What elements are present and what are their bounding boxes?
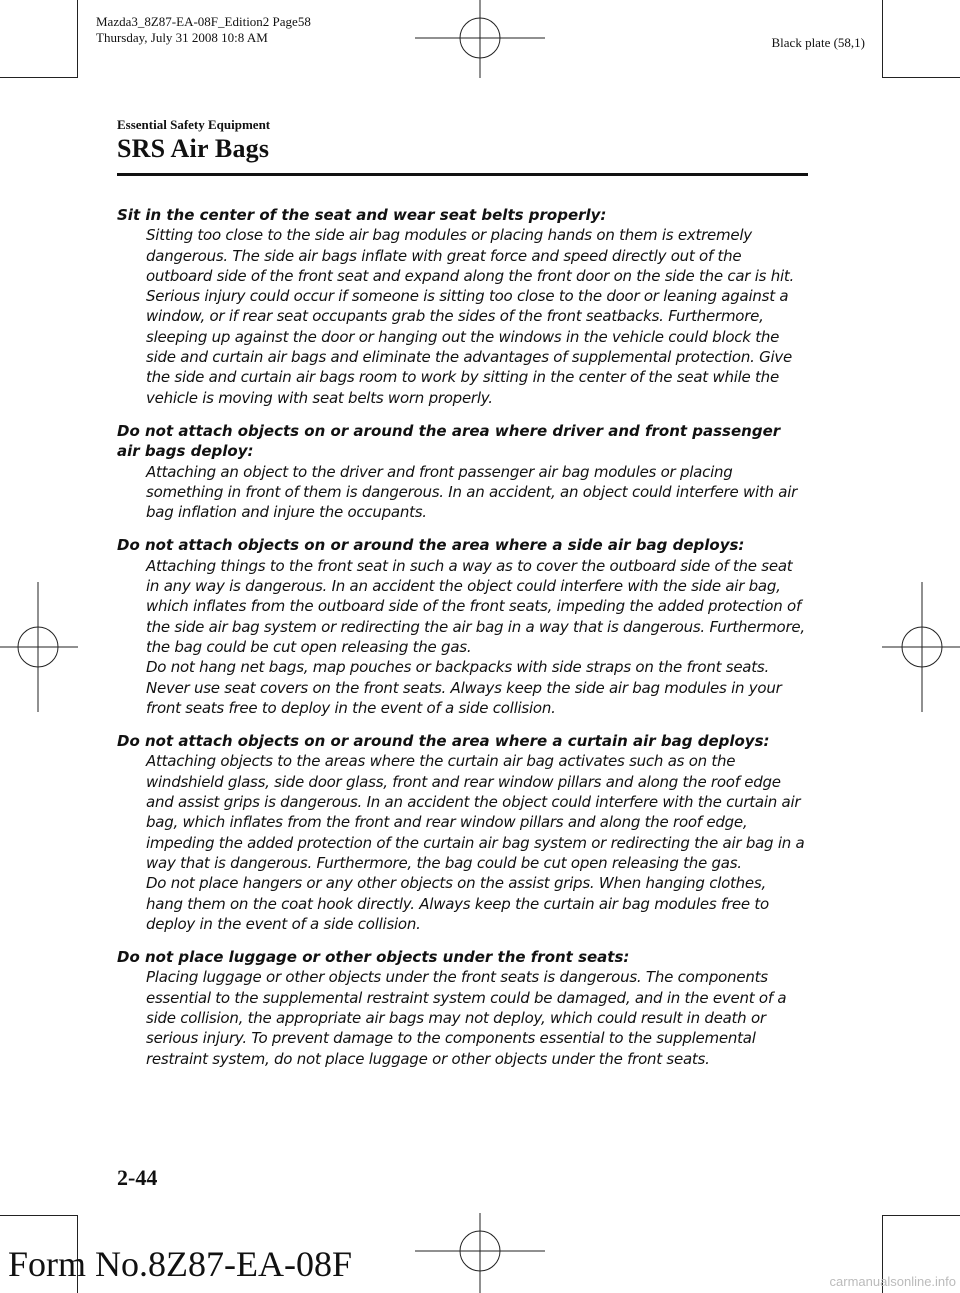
registration-mark-bottom — [415, 1213, 545, 1293]
item-heading: Do not attach objects on or around the area where a side air bag deploys: — [117, 536, 745, 555]
item-heading: Do not place luggage or other objects under the front seats: — [117, 948, 630, 967]
safety-item — [117, 731, 807, 934]
item-body — [117, 462, 807, 523]
registration-mark-top — [415, 0, 545, 80]
item-paragraph: Do not place hangers or any other objects on the assist grips. When hanging clothes, hang them on the coat hook directly. Always keep the curtain air bag modules free to deploy in the event of a side collision. — [146, 874, 769, 933]
item-body — [117, 967, 807, 1068]
page-number: 2-44 — [117, 1165, 158, 1190]
form-number: Form No.8Z87-EA-08F — [8, 1244, 352, 1284]
print-info-date: Thursday, July 31 2008 10:8 AM — [96, 30, 268, 45]
watermark: carmanualsonline.info — [829, 1274, 956, 1289]
crop-mark — [882, 1215, 960, 1216]
registration-mark-left — [0, 582, 78, 712]
item-body — [117, 751, 807, 934]
print-info — [96, 14, 311, 46]
plate-label: Black plate (58,1) — [771, 35, 865, 50]
item-heading: Do not attach objects on or around the area where a curtain air bag deploys: — [117, 732, 770, 751]
title-rule — [117, 173, 808, 176]
item-paragraph: Attaching objects to the areas where the curtain air bag activates such as on the windshield glass, side door glass, front and rear window pillars and along the roof edge and assist grips is dangerous. In an accident the object could interfere with the curtain air bag, which inflates from the front and rear window pillars and along the roof edge, impeding the added protection of the curtain air bag system or redirecting the air bag in a way that is dangerous. Furthermore, the bag could be cut open releasing the gas. — [146, 752, 805, 872]
content — [117, 205, 807, 1082]
crop-mark — [882, 0, 883, 78]
safety-item — [117, 535, 807, 718]
item-body — [117, 225, 807, 408]
page-title: SRS Air Bags — [117, 134, 270, 163]
crop-mark — [0, 77, 78, 78]
item-heading: Do not attach objects on or around the area where driver and front passenger air bags deploy: — [117, 421, 781, 461]
crop-mark — [77, 0, 78, 78]
item-paragraph: Attaching an object to the driver and front passenger air bag modules or placing something in front of them is dangerous. In an accident, an object could interfere with air bag inflation and injure the occupants. — [146, 462, 798, 522]
item-heading: Sit in the center of the seat and wear seat belts properly: — [117, 206, 607, 224]
registration-mark-right — [882, 582, 960, 712]
item-paragraph: Placing luggage or other objects under the front seats is dangerous. The components essential to the supplemental restraint system could be damaged, and in the event of a side collision, the appropriate air bags may not deploy, which could result in death or serious injury. To prevent damage to the components essential to the supplemental restraint system, do not place luggage or other objects under the front seats. — [146, 968, 787, 1068]
item-body — [117, 556, 807, 718]
safety-item — [117, 947, 807, 1069]
item-paragraph: Attaching things to the front seat in such a way as to cover the outboard side of the seat in any way is dangerous. In an accident the object could interfere with the side air bag, which inflates from the outboard side of the front seats, impeding the added protection of the side air bag system or redirecting the air bag in a way that is dangerous. Furthermore, the bag could be cut open releasing the gas. — [146, 556, 805, 656]
safety-item — [117, 205, 807, 408]
print-info-file: Mazda3_8Z87-EA-08F_Edition2 Page58 — [96, 14, 311, 29]
safety-item — [117, 421, 807, 522]
item-paragraph: Do not hang net bags, map pouches or backpacks with side straps on the front seats. Never use seat covers on the front seats. Always keep the side air bag modules in your front seats free to deploy in the event of a side collision. — [146, 658, 782, 717]
section-label: Essential Safety Equipment — [117, 117, 271, 132]
crop-mark — [0, 1215, 78, 1216]
crop-mark — [882, 77, 960, 78]
item-paragraph: Sitting too close to the side air bag modules or placing hands on them is extremely dangerous. The side air bags inflate with great force and speed directly out of the outboard side of the front seat and expand along the front door on the side the car is hit. Serious injury could occur if someone is sitting too close to the door or leaning against a window, or if rear seat occupants grab the sides of the front seatbacks. Furthermore, sleeping up against the door or hanging out the windows in the vehicle could block the side and curtain air bags and eliminate the advantages of supplemental protection. Give the side and curtain air bags room to work by sitting in the center of the seat while the vehicle is moving with seat belts worn properly. — [146, 226, 795, 407]
